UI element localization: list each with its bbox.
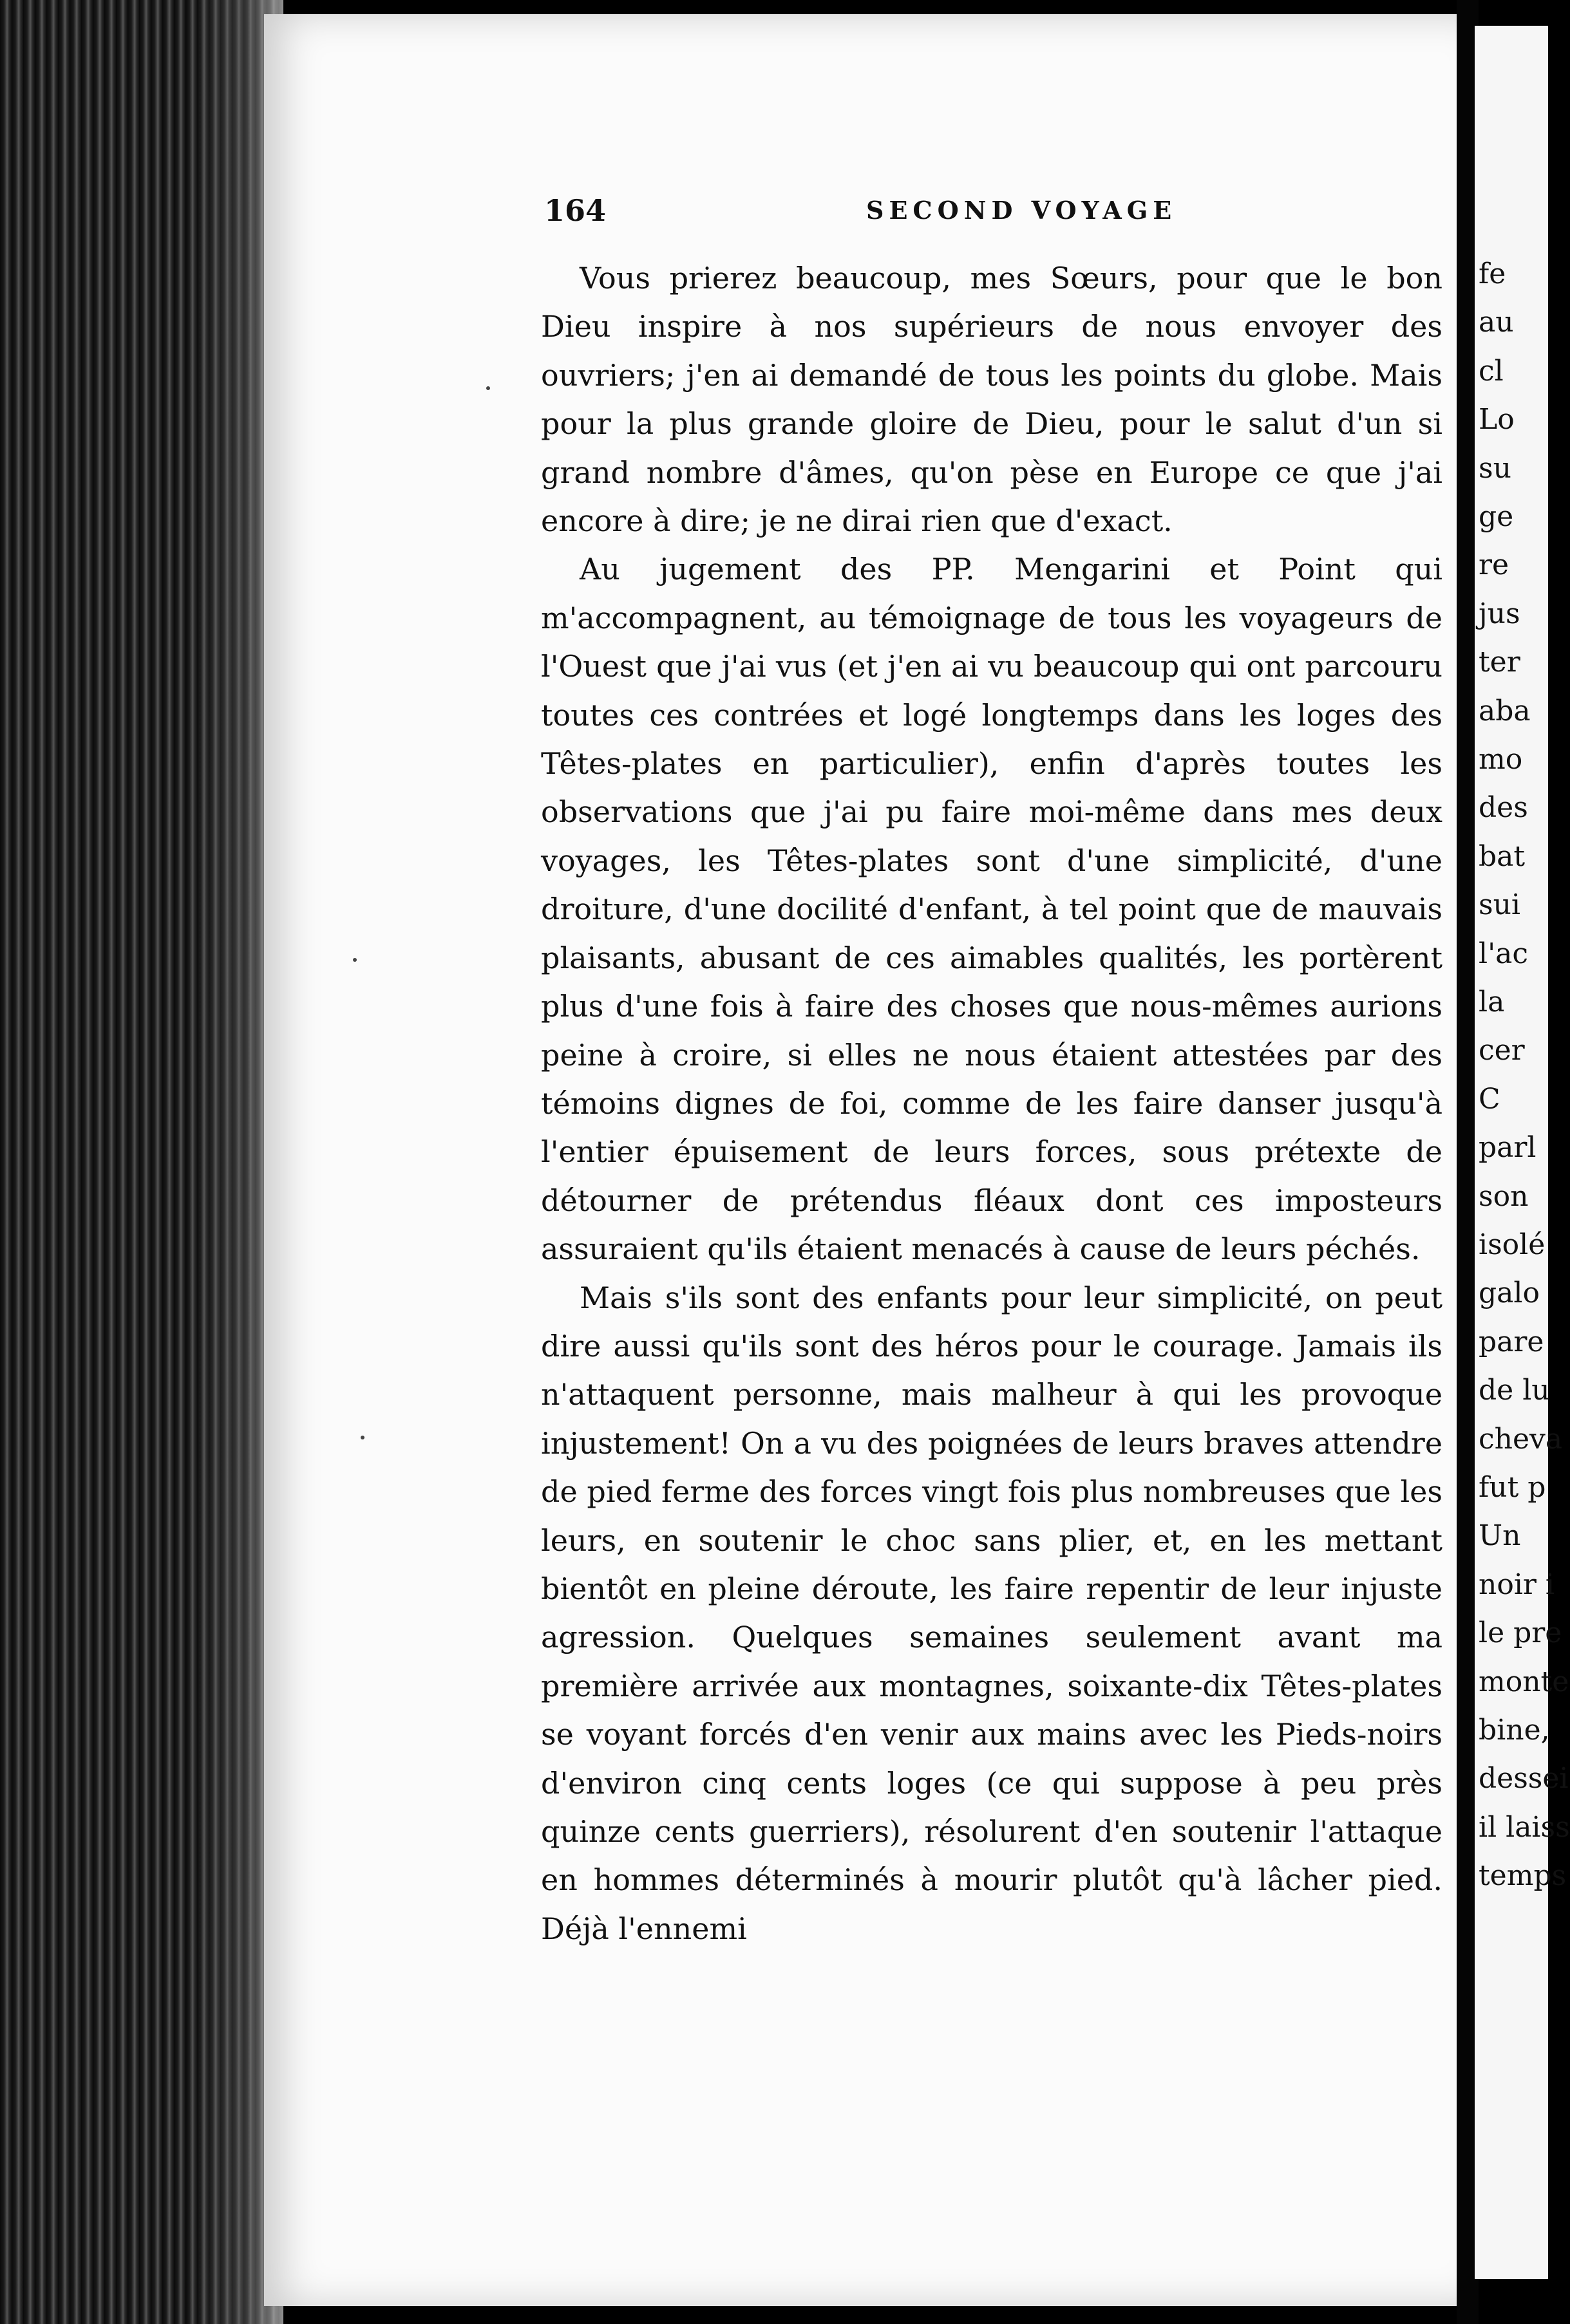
next-page-fragment: cl — [1479, 354, 1504, 388]
next-page-fragment: de lu — [1479, 1374, 1550, 1407]
next-page-fragment: ter — [1479, 646, 1520, 679]
next-page-fragment: Lo — [1479, 403, 1515, 436]
print-speck — [361, 1436, 364, 1439]
next-page-fragment: cheva — [1479, 1422, 1563, 1456]
body-text — [541, 254, 1442, 1953]
next-page-fragment: au — [1479, 306, 1514, 339]
next-page-sliver — [1475, 26, 1570, 2279]
next-page-fragment: bine, — [1479, 1714, 1550, 1747]
print-speck — [486, 386, 490, 390]
next-page-fragment: temps — [1479, 1859, 1567, 1893]
next-page-fragment: aba — [1479, 694, 1531, 727]
next-page-fragment: l'ac — [1479, 937, 1529, 970]
next-page-fragment: il laiss — [1479, 1810, 1570, 1844]
next-page-fragment: galo — [1479, 1277, 1540, 1310]
next-page-fragment: pare — [1479, 1325, 1544, 1358]
next-page-fragment: des — [1479, 791, 1528, 825]
next-page-fragment: isolé — [1479, 1228, 1546, 1261]
next-page-fragment: ge — [1479, 500, 1514, 533]
next-page-fragment: monte — [1479, 1665, 1569, 1698]
print-speck — [353, 958, 357, 962]
paragraph-2: Au jugement des PP. Mengarini et Point qui m'accompagnent, au témoignage de tous les voyageurs de l'Ouest que j'ai vus (et j'en ai vu beaucoup qui ont parcouru toutes ces contrées et logé longtemps dans les loges des Têtes-plates en particulier), enfin d'après toutes les observations que j'ai pu faire moi-même dans mes deux voyages, les Têtes-plates sont d'une simplicité, d'une droiture, d'une docilité d'enfant, à tel point que de mauvais plaisants, abusant de ces aimables qualités, les portèrent plus d'une fois à faire des choses que nous-mêmes aurions peine à croire, si elles ne nous étaient attestées par des témoins dignes de foi, comme de les faire danser jusqu'à l'entier épuisement de leurs forces, sous prétexte de détourner de prétendus fléaux dont ces imposteurs assuraient qu'ils étaient menacés à cause de leurs péchés. — [541, 552, 1442, 1267]
next-page-fragment: C — [1479, 1082, 1500, 1116]
next-page-fragment: fe — [1479, 258, 1506, 290]
next-page-fragment: mo — [1479, 743, 1523, 776]
next-page-fragment: su — [1479, 451, 1511, 485]
paragraph-3: Mais s'ils sont des enfants pour leur simplicité, on peut dire aussi qu'ils sont des héros pour le courage. Jamais ils n'attaquent personne, mais malheur à qui les provoque injustement! On a vu des poignées de leurs braves attendre de pied ferme des forces vingt fois plus nombreuses que les leurs, en soutenir le choc sans plier, et, en les mettant bientôt en pleine déroute, les faire repentir de leur injuste agression. Quelques semaines seulement avant ma première arrivée aux montagnes, soixante-dix Têtes-plates se voyant forcés d'en venir aux mains avec les Pieds-noirs d'environ cinq cents loges (ce qui suppose à peu près quinze cents guerriers), résolurent d'en soutenir l'attaque en hommes déterminés à mourir plutôt qu'à lâcher pied. Déjà l'ennemi — [541, 1280, 1442, 1946]
next-page-fragment: re — [1479, 548, 1509, 582]
next-page-fragment: bat — [1479, 839, 1526, 873]
next-page-fragment: le pre — [1479, 1616, 1562, 1650]
page-number: 164 — [544, 193, 607, 228]
next-page-fragment: dessei — [1479, 1762, 1569, 1795]
next-page-fragment: noir i — [1479, 1568, 1555, 1601]
next-page-fragment: la — [1479, 986, 1505, 1018]
next-page-fragment: son — [1479, 1179, 1529, 1213]
next-page-fragment: sui — [1479, 888, 1520, 922]
next-page-fragment: jus — [1479, 597, 1520, 630]
page-header — [544, 193, 1433, 238]
next-page-fragment: parl — [1479, 1131, 1537, 1165]
paragraph-1: Vous prierez beaucoup, mes Sœurs, pour que le bon Dieu inspire à nos supérieurs de nous envoyer des ouvriers; j'en ai demandé de tous les points du globe. Mais pour la plus grande gloire de Dieu, pour le salut d'un si grand nombre d'âmes, qu'on pèse en Europe ce que j'ai encore à dire; je ne dirai rien que d'exact. — [541, 261, 1442, 539]
running-title: SECOND VOYAGE — [866, 196, 1177, 225]
next-page-fragment: Un — [1479, 1519, 1521, 1553]
next-page-fragment: cer — [1479, 1034, 1525, 1067]
next-page-fragment: fut p — [1479, 1471, 1546, 1504]
